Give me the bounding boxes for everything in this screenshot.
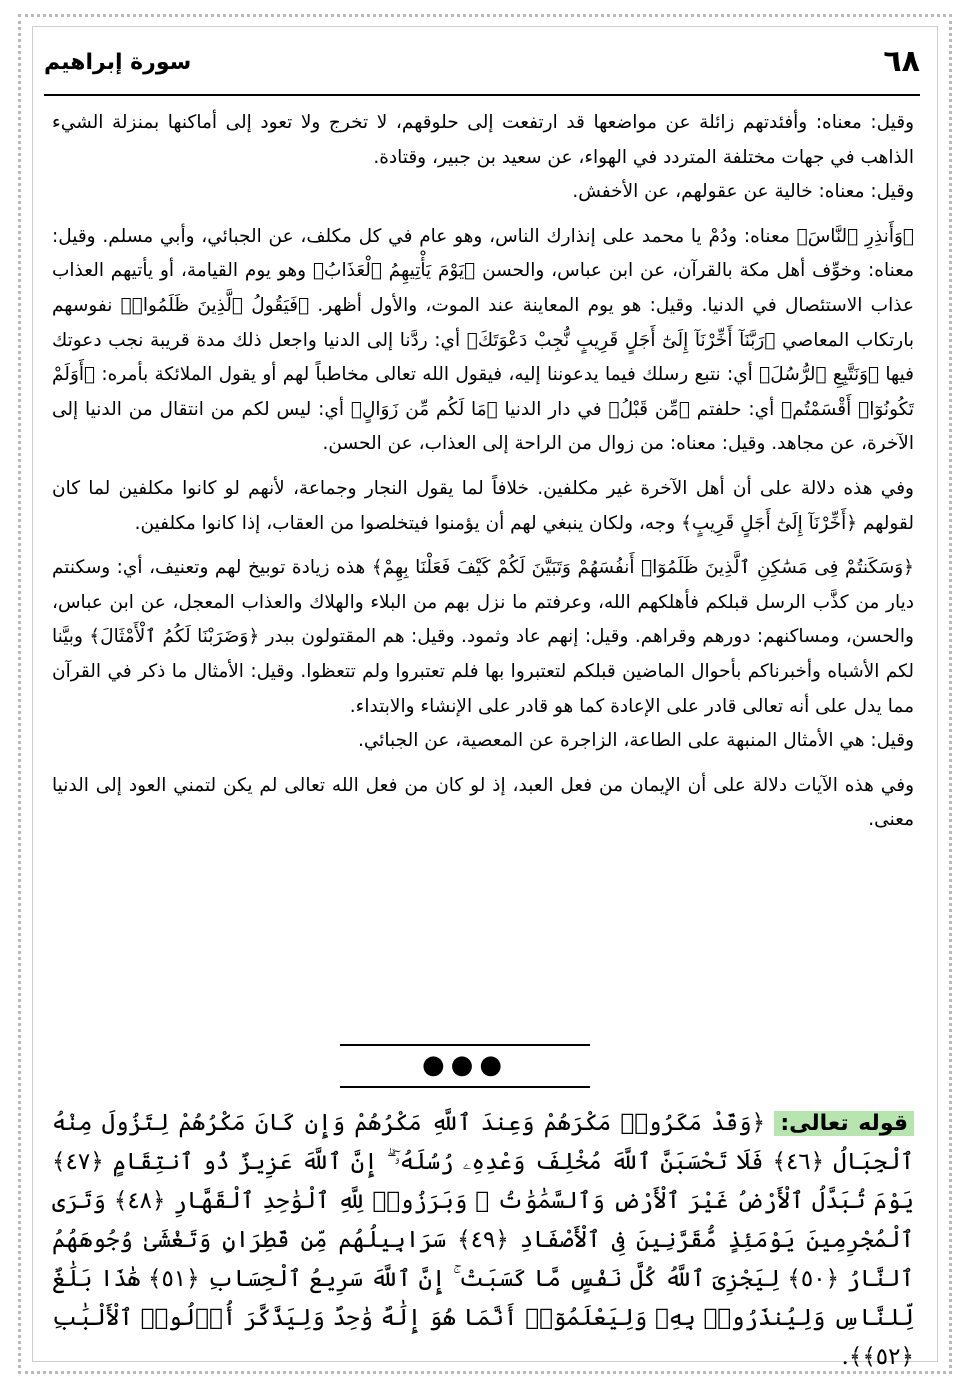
verse-text: ﴿وَقَدْ مَكَرُوا۟ مَكْرَهُمْ وَعِندَ ٱللَّهِ مَكْرُهُمْ وَإِن كَانَ مَكْرُهُمْ لِتَزُولَ مِنْهُ ٱلْجِبَالُ ﴿٤٦﴾ فَلَا تَحْسَبَنَّ ٱللَّهَ مُخْلِفَ وَعْدِهِۦ رُسُلَهُۥٓ ۗ إِنَّ ٱللَّهَ عَزِيزٌ ذُو ٱنتِقَامٍ ﴿٤٧﴾ يَوْمَ تُبَدَّلُ ٱلْأَرْضُ غَيْرَ ٱلْأَرْضِ وَٱلسَّمَٰوَٰتُ ۖ وَبَرَزُوا۟ لِلَّهِ ٱلْوَٰحِدِ ٱلْقَهَّارِ ﴿٤٨﴾ وَتَرَى ٱلْمُجْرِمِينَ يَوْمَئِذٍ مُّقَرَّنِينَ فِى ٱلْأَصْفَادِ ﴿٤٩﴾ سَرَابِيلُهُم مِّن قَطِرَانٍ وَتَغْشَىٰ وُجُوهَهُمُ ٱلنَّارُ ﴿٥٠﴾ لِيَجْزِىَ ٱللَّهُ كُلَّ نَفْسٍ مَّا كَسَبَتْ ۚ إِنَّ ٱللَّهَ سَرِيعُ ٱلْحِسَابِ ﴿٥١﴾ هَٰذَا بَلَٰغٌ لِّلنَّاسِ وَلِيُنذَرُوا۟ بِهِۦ وَلِيَعْلَمُوٓا۟ أَنَّمَا هُوَ إِلَٰهٌ وَٰحِدٌ وَلِيَذَّكَّرَ أُو۟لُوا۟ ٱلْأَلْبَٰبِ ﴿٥٢﴾﴾. xyxy=(52,1110,914,1370)
section-divider xyxy=(340,1044,590,1090)
page-header xyxy=(44,44,920,94)
paragraph: ﴿وَأَنذِرِ ٱلنَّاسَ﴾ معناه: ودُمْ يا محمد على إنذارك الناس، وهو عام في كل مكلف، عن الجبائي، وأبي مسلم. وقيل: معناه: وخوِّف أهل مكة بالقرآن، عن ابن عباس، والحسن ﴿يَوْمَ يَأْتِيهِمُ ٱلْعَذَابُ﴾ وهو يوم القيامة، أو يأتيهم العذاب عذاب الاستئصال في الدنيا. وقيل: هو يوم المعاينة عند الموت، والأول أظهر. ﴿فَيَقُولُ ٱلَّذِينَ ظَلَمُوا۟﴾ نفوسهم بارتكاب المعاصي ﴿رَبَّنَآ أَخِّرْنَآ إِلَىٰٓ أَجَلٍ قَرِيبٍ نُّجِبْ دَعْوَتَكَ﴾ أي: ردَّنا إلى الدنيا واجعل ذلك مدة قريبة نجب دعوتك فيها ﴿وَنَتَّبِعِ ٱلرُّسُلَ﴾ أي: نتبع رسلك فيما يدعوننا إليه، فيقول الله تعالى مخاطباً لهم أو يقول الملائكة بأمره: ﴿أَوَلَمْ تَكُونُوٓا۟ أَقْسَمْتُم﴾ أي: حلفتم ﴿مِّن قَبْلُ﴾ في دار الدنيا ﴿مَا لَكُم مِّن زَوَالٍ﴾ أي: ليس لكم من انتقال من الدنيا إلى الآخرة، عن مجاهد. وقيل: معناه: من زوال من الراحة إلى العذاب، عن الحسن. xyxy=(52,225,914,455)
paragraph: وقيل: هي الأمثال المنبهة على الطاعة، الزاجرة عن المعصية، عن الجبائي. xyxy=(357,730,914,752)
commentary-body xyxy=(52,106,914,848)
divider-line-bottom xyxy=(340,1086,590,1088)
quran-verses xyxy=(52,1104,914,1377)
header-divider xyxy=(44,94,920,96)
page-number: ٦٨ xyxy=(883,44,920,79)
verse-label: قوله تعالى: xyxy=(774,1111,914,1136)
surah-title: سورة إبراهيم xyxy=(44,50,192,75)
divider-line-top xyxy=(340,1044,590,1046)
paragraph: وقيل: معناه: وأفئدتهم زائلة عن مواضعها قد ارتفعت إلى حلوقهم، لا تخرج ولا تعود إلى أماكنها بمنزلة الشيء الذاهب في جهات مختلفة المتردد في الهواء، عن سعيد بن جبير، وقتادة. xyxy=(52,112,914,168)
paragraph: وقيل: معناه: خالية عن عقولهم، عن الأخفش. xyxy=(572,181,914,203)
paragraph: وفي هذه دلالة على أن أهل الآخرة غير مكلفين. خلافاً لما يقول النجار وجماعة، لأنهم لو كانوا مكلفين لما كان لقولهم ﴿أَخِّرْنَآ إِلَىٰٓ أَجَلٍ قَرِيبٍ﴾ وجه، ولكان ينبغي لهم أن يؤمنوا فيتخلصوا من العقاب، إذا كانوا مكلفين. xyxy=(52,477,914,534)
paragraph: وفي هذه الآيات دلالة على أن الإيمان من فعل العبد، إذ لو كان من فعل الله تعالى لم يكن لتمني العود إلى الدنيا معنى. xyxy=(52,774,914,831)
divider-dots: ●●● xyxy=(421,1050,509,1080)
paragraph: ﴿وَسَكَنتُمْ فِى مَسَٰكِنِ ٱلَّذِينَ ظَلَمُوٓا۟ أَنفُسَهُمْ وَتَبَيَّنَ لَكُمْ كَيْفَ فَعَلْنَا بِهِمْ﴾ هذه زيادة توبيخ لهم وتعنيف، أي: وسكنتم ديار من كذَّب الرسل قبلكم فأهلكهم الله، وعرفتم ما نزل بهم من البلاء والهلاك والعذاب المعجل، عن ابن عباس، والحسن، ومساكنهم: دورهم وقراهم. وقيل: إنهم عاد وثمود. وقيل: هم المقتولون ببدر ﴿وَضَرَبْنَا لَكُمُ ٱلْأَمْثَالَ﴾ وبيَّنا لكم الأشباه وأخبرناكم بأحوال الماضين قبلكم لتعتبروا بها فلم تعتبروا ولم تتعظوا. وقيل: الأمثال ما ذكر في القرآن مما يدل على أنه تعالى قادر على الإعادة كما هو قادر على الإنشاء والابتداء. xyxy=(52,557,914,717)
